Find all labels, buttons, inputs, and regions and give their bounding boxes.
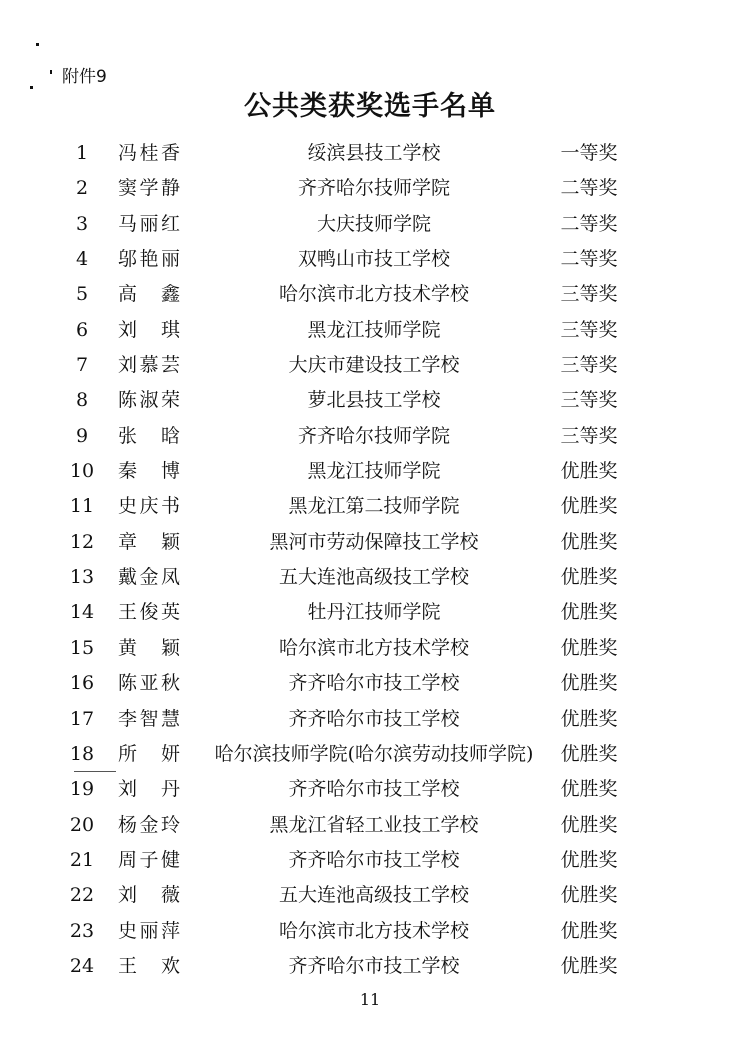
winner-award: 优胜奖: [560, 530, 618, 553]
winner-school: 哈尔滨技师学院(哈尔滨劳动技师学院): [214, 742, 534, 765]
winner-name: 戴金凤: [118, 566, 180, 589]
winner-row: [0, 277, 740, 312]
winner-school: 大庆技师学院: [316, 212, 431, 235]
winner-school: 齐齐哈尔市技工学校: [288, 954, 460, 977]
winner-row: [0, 808, 740, 843]
winner-name: 李智慧: [118, 707, 180, 730]
winner-name: 刘丹: [118, 778, 180, 801]
winner-number: 1: [75, 142, 89, 164]
winner-award: 二等奖: [560, 248, 618, 271]
winner-award: 三等奖: [560, 389, 618, 412]
winner-number: 2: [75, 177, 89, 200]
winner-row: [0, 878, 740, 913]
winner-award: 优胜奖: [560, 884, 618, 907]
winner-name: 张晗: [118, 424, 180, 447]
winner-name: 陈亚秋: [118, 672, 180, 695]
winner-school: 哈尔滨市北方技术学校: [278, 636, 469, 659]
winner-row: [0, 419, 740, 454]
winner-row: [0, 702, 740, 737]
winner-school: 大庆市建设技工学校: [288, 354, 460, 377]
winner-name: 刘琪: [118, 318, 180, 341]
winner-number: 19: [69, 778, 95, 801]
winner-school: 齐齐哈尔市技工学校: [288, 707, 460, 730]
winner-row: [0, 560, 740, 595]
winner-name: 秦博: [118, 460, 180, 483]
winner-award: 优胜奖: [560, 460, 618, 483]
winner-number: 23: [69, 919, 95, 942]
winner-row: [0, 631, 740, 666]
winner-row: [0, 666, 740, 701]
winner-row: [0, 171, 740, 206]
winner-award: 优胜奖: [560, 495, 618, 518]
winner-school: 五大连池高级技工学校: [278, 884, 469, 907]
winner-number: 21: [69, 848, 95, 871]
winner-award: 二等奖: [560, 177, 618, 200]
winner-school: 齐齐哈尔技师学院: [297, 424, 450, 447]
winner-school: 齐齐哈尔市技工学校: [288, 672, 460, 695]
winner-school: 黑龙江第二技师学院: [288, 495, 460, 518]
winner-name: 章颖: [118, 530, 180, 553]
winner-school: 齐齐哈尔市技工学校: [288, 778, 460, 801]
winner-award: 优胜奖: [560, 636, 618, 659]
winner-row: [0, 914, 740, 949]
winner-number: 5: [75, 283, 89, 306]
page-number: 11: [359, 990, 381, 1009]
winner-number: 4: [75, 248, 89, 271]
winner-award: 三等奖: [560, 318, 618, 341]
winner-award: 优胜奖: [560, 707, 618, 730]
attachment-label: 附件9: [62, 67, 107, 87]
winner-name: 冯桂香: [118, 142, 180, 164]
winners-list: [0, 136, 740, 984]
winner-row: [0, 595, 740, 630]
winner-name: 王俊英: [118, 601, 180, 624]
winner-school: 牡丹江技师学院: [307, 601, 441, 624]
winner-row: [0, 348, 740, 383]
winner-row: [0, 313, 740, 348]
winner-name: 史庆书: [118, 495, 180, 518]
winner-name: 王欢: [118, 954, 180, 977]
page-title: 公共类获奖选手名单: [244, 91, 496, 122]
winner-name: 陈淑荣: [118, 389, 180, 412]
winner-award: 优胜奖: [560, 601, 618, 624]
winner-row: [0, 737, 740, 772]
winner-name: 黄颖: [118, 636, 180, 659]
winner-number: 20: [69, 813, 95, 836]
winner-row: [0, 525, 740, 560]
winner-school: 哈尔滨市北方技术学校: [278, 283, 469, 306]
winner-row: [0, 136, 740, 171]
winner-number: 16: [69, 672, 95, 695]
winner-school: 黑龙江技师学院: [307, 460, 441, 483]
winner-school: 绥滨县技工学校: [307, 142, 441, 164]
winner-name: 刘薇: [118, 884, 180, 907]
winner-school: 双鸭山市技工学校: [297, 248, 450, 271]
winner-name: 史丽萍: [118, 919, 180, 942]
winner-row: [0, 772, 740, 807]
winner-school: 哈尔滨市北方技术学校: [278, 919, 469, 942]
winner-number: 17: [69, 707, 95, 730]
winner-row: [0, 383, 740, 418]
winner-award: 一等奖: [560, 142, 618, 164]
winner-row: [0, 489, 740, 524]
winner-name: 高鑫: [118, 283, 180, 306]
winner-number: 10: [69, 460, 95, 483]
winner-award: 优胜奖: [560, 813, 618, 836]
winner-award: 二等奖: [560, 212, 618, 235]
winner-row: [0, 843, 740, 878]
winner-name: 邬艳丽: [118, 248, 180, 271]
winner-number: 14: [69, 601, 95, 624]
winner-award: 优胜奖: [560, 778, 618, 801]
winner-award: 优胜奖: [560, 919, 618, 942]
winner-award: 三等奖: [560, 283, 618, 306]
winner-number: 9: [75, 424, 89, 447]
winner-number: 12: [69, 530, 95, 553]
scan-speck: [36, 43, 39, 46]
winner-award: 优胜奖: [560, 566, 618, 589]
winner-school: 萝北县技工学校: [307, 389, 441, 412]
winner-award: 优胜奖: [560, 954, 618, 977]
winner-row: [0, 949, 740, 984]
winner-number: 6: [75, 318, 89, 341]
winner-name: 马丽红: [118, 212, 180, 235]
winner-award: 三等奖: [560, 354, 618, 377]
winner-name: 杨金玲: [118, 813, 180, 836]
scan-line-mark: [74, 771, 116, 772]
winner-name: 窦学静: [118, 177, 180, 200]
winner-school: 齐齐哈尔市技工学校: [288, 848, 460, 871]
winner-row: [0, 242, 740, 277]
winner-number: 15: [69, 636, 95, 659]
winner-number: 7: [75, 354, 89, 377]
winner-row: [0, 207, 740, 242]
winner-name: 刘慕芸: [118, 354, 180, 377]
winner-school: 黑龙江技师学院: [307, 318, 441, 341]
winner-school: 黑河市劳动保障技工学校: [269, 530, 479, 553]
winner-name: 周子健: [118, 848, 180, 871]
winner-number: 22: [69, 884, 95, 907]
winner-number: 13: [69, 566, 95, 589]
winner-award: 优胜奖: [560, 848, 618, 871]
winner-school: 齐齐哈尔技师学院: [297, 177, 450, 200]
winner-number: 3: [75, 212, 89, 235]
winner-name: 所妍: [118, 742, 180, 765]
winner-award: 优胜奖: [560, 672, 618, 695]
winner-school: 黑龙江省轻工业技工学校: [269, 813, 479, 836]
winner-number: 11: [69, 495, 95, 518]
winner-award: 优胜奖: [560, 742, 618, 765]
winner-award: 三等奖: [560, 424, 618, 447]
winner-row: [0, 454, 740, 489]
scan-speck: [50, 70, 52, 74]
winner-number: 8: [75, 389, 89, 412]
winner-number: 18: [69, 742, 95, 765]
winner-school: 五大连池高级技工学校: [278, 566, 469, 589]
winner-number: 24: [69, 954, 95, 977]
